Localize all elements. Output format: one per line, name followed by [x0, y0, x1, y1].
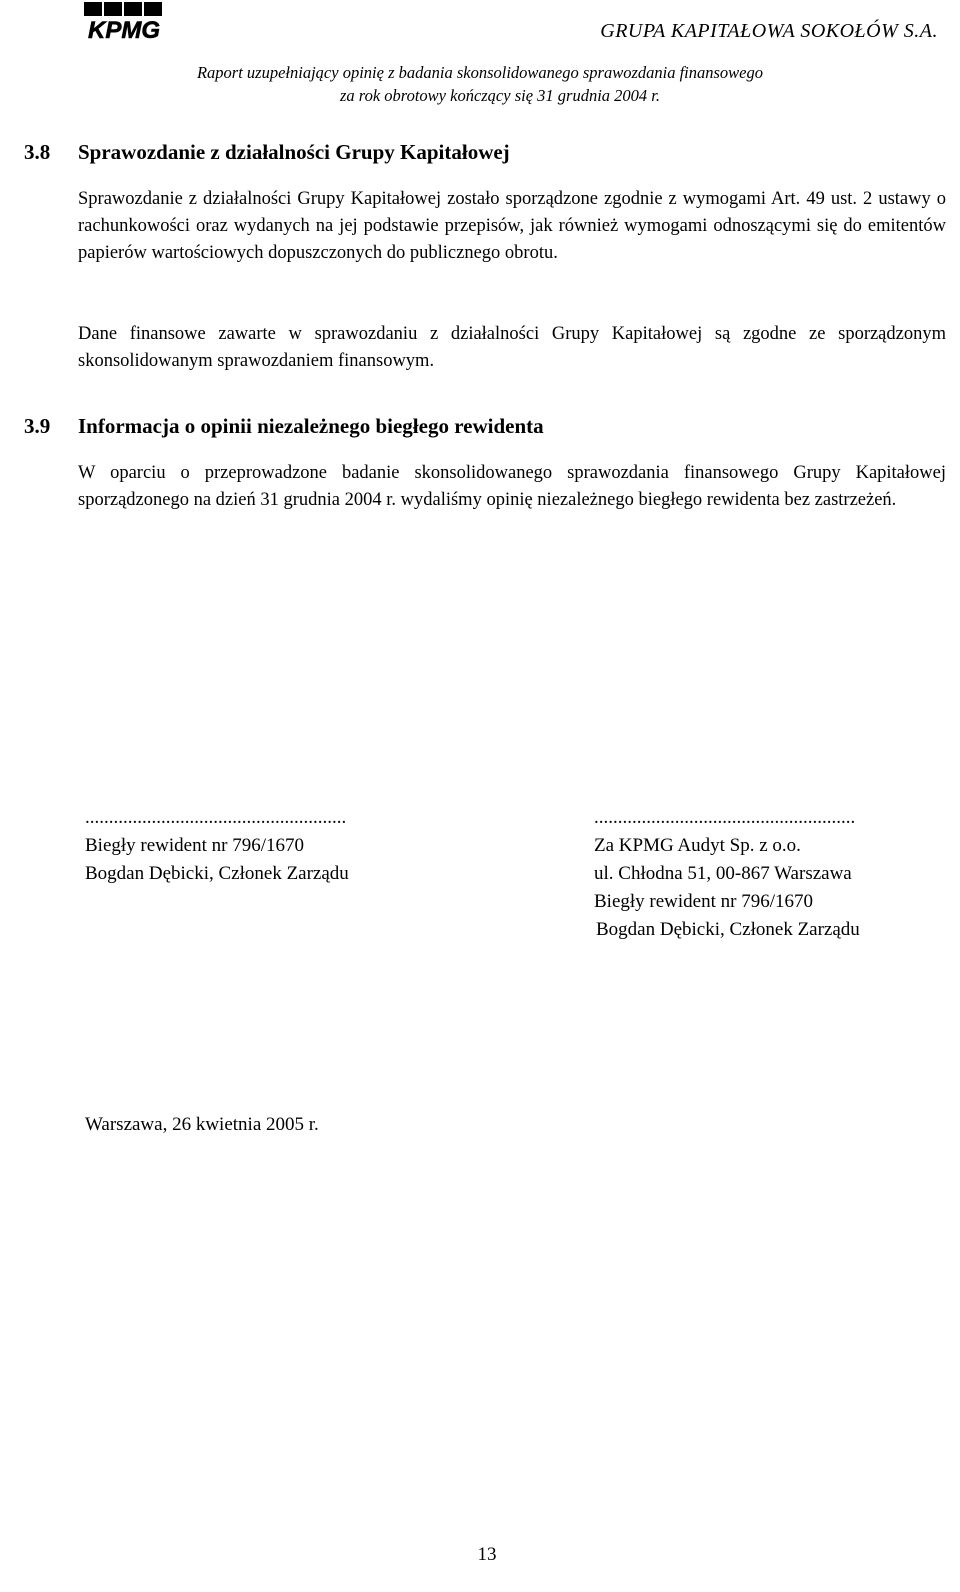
auditor-name: Bogdan Dębicki, Członek Zarządu: [85, 863, 349, 884]
report-subtitle-line-2: za rok obrotowy kończący się 31 grudnia 2004 r.: [339, 86, 661, 105]
signature-block-right: [594, 804, 860, 944]
place-and-date: Warszawa, 26 kwietnia 2005 r.: [85, 1114, 319, 1135]
firm-name: Za KPMG Audyt Sp. z o.o.: [594, 835, 801, 856]
paragraph: W oparciu o przeprowadzone badanie skonsolidowanego sprawozdania finansowego Grupy Kapitałowej sporządzonego na dzień 31 grudnia 2004 r. wydaliśmy opinię niezależnego biegłego rewidenta bez zastrzeżeń.: [78, 463, 946, 510]
logo-text: KPMG: [88, 17, 160, 40]
auditor-number: Biegły rewident nr 796/1670: [85, 835, 304, 856]
paragraph: Sprawozdanie z działalności Grupy Kapitałowej zostało sporządzone zgodnie z wymogami Art. 49 ust. 2 ustawy o rachunkowości oraz wydanych na jej podstawie przepisów, jak również wymogami odnoszącymi się do emitentów papierów wartościowych dopuszczonych do publicznego obrotu.: [78, 189, 946, 263]
signature-block-left: [85, 804, 349, 888]
auditor-name: Bogdan Dębicki, Członek Zarządu: [596, 919, 860, 940]
section-number: 3.9: [24, 414, 51, 438]
page-number: 13: [477, 1544, 497, 1565]
company-name: GRUPA KAPITAŁOWA SOKOŁÓW S.A.: [600, 20, 938, 42]
section-title: Informacja o opinii niezależnego biegłego rewidenta: [78, 414, 544, 438]
paragraph: Dane finansowe zawarte w sprawozdaniu z działalności Grupy Kapitałowej są zgodne ze sporządzonym skonsolidowanym sprawozdaniem finansowym.: [78, 324, 946, 371]
auditor-number: Biegły rewident nr 796/1670: [594, 891, 813, 912]
section-number: 3.8: [24, 140, 51, 164]
section-title: Sprawozdanie z działalności Grupy Kapitałowej: [78, 140, 510, 164]
kpmg-logo: [78, 2, 170, 40]
signature-line: .......................................................: [594, 807, 856, 828]
report-subtitle-line-1: Raport uzupełniający opinię z badania skonsolidowanego sprawozdania finansowego: [196, 63, 764, 82]
firm-address: ul. Chłodna 51, 00-867 Warszawa: [594, 863, 852, 884]
kpmg-logo-icon: [78, 2, 170, 40]
signature-line: .......................................................: [85, 807, 347, 828]
